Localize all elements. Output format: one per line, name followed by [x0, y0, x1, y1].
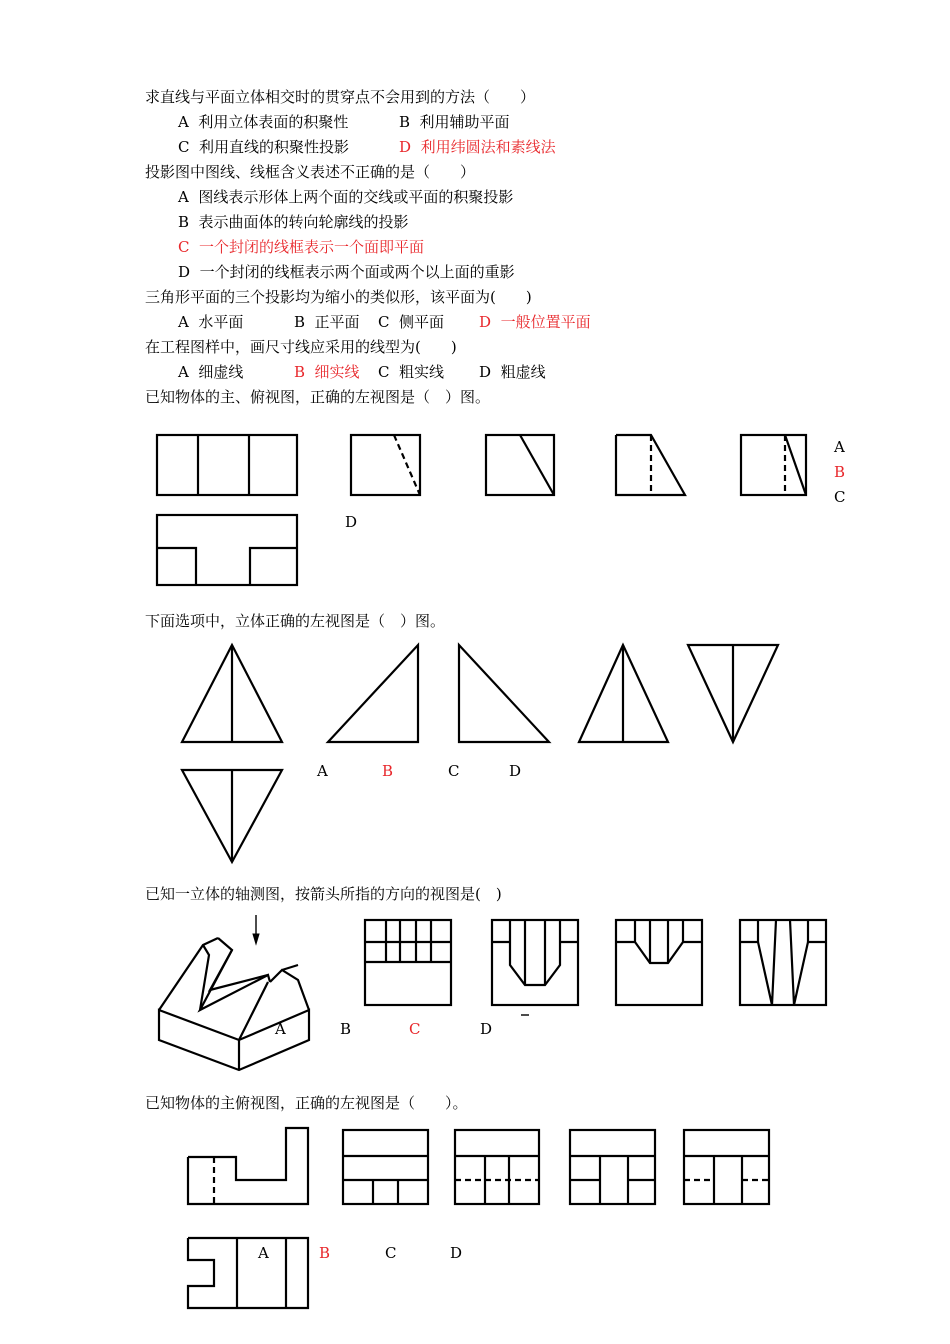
q7-label-b: B: [340, 1020, 352, 1038]
q2-option-c-answer: C 一个封闭的线框表示一个面即平面: [178, 238, 425, 256]
q2-option-a: A 图线表示形体上两个面的交线或平面的积聚投影: [178, 188, 514, 206]
q2-option-b: B 表示曲面体的转向轮廓线的投影: [178, 213, 409, 231]
q2-stem: 投影图中图线、线框含义表述不正确的是（ ）: [145, 163, 476, 181]
q4-option-c: C 粗实线: [378, 363, 445, 381]
q6-label-b-answer: B: [382, 762, 394, 780]
q7-label-a: A: [275, 1020, 286, 1038]
q2-option-d: D 一个封闭的线框表示两个面或两个以上面的重影: [178, 263, 515, 281]
q5-front-view: [157, 435, 297, 495]
q8-label-d: D: [450, 1244, 463, 1262]
q5-label-c: C: [834, 488, 846, 506]
q1-option-a: A 利用立体表面的积聚性: [178, 113, 349, 131]
q7-label-d: D: [480, 1020, 493, 1038]
q8-stem: 已知物体的主俯视图，正确的左视图是（ ）。: [145, 1094, 468, 1112]
q3-option-d-answer: D 一般位置平面: [479, 313, 591, 331]
q6-label-a: A: [317, 762, 328, 780]
q5-label-a: A: [834, 438, 845, 456]
q5-stem: 已知物体的主、俯视图，正确的左视图是（ ）图。: [145, 388, 491, 406]
q5-option-a-figure: [351, 435, 420, 495]
q6-stem: 下面选项中，立体正确的左视图是（ ）图。: [145, 612, 446, 630]
q4-option-b-answer: B 细实线: [294, 363, 360, 381]
q6-label-c: C: [448, 762, 460, 780]
q5-label-b-answer: B: [834, 463, 846, 481]
q5-option-b-figure: [486, 435, 554, 495]
q4-stem: 在工程图样中，画尺寸线应采用的线型为( ): [145, 338, 457, 356]
q5-top-view: [157, 515, 297, 585]
q7-label-c-answer: C: [409, 1020, 421, 1038]
q3-option-b: B 正平面: [294, 313, 360, 331]
q3-option-c: C 侧平面: [378, 313, 445, 331]
q4-option-d: D 粗虚线: [479, 363, 546, 381]
q8-label-a: A: [258, 1244, 269, 1262]
q8-label-c: C: [385, 1244, 397, 1262]
q6-label-d: D: [509, 762, 522, 780]
q3-stem: 三角形平面的三个投影均为缩小的类似形，该平面为( ): [145, 288, 532, 306]
q1-option-d-answer: D 利用纬圆法和素线法: [399, 138, 556, 156]
q1-option-c: C 利用直线的积聚性投影: [178, 138, 350, 156]
q3-option-a: A 水平面: [178, 313, 244, 331]
q4-option-a: A 细虚线: [178, 363, 244, 381]
q1-option-b: B 利用辅助平面: [399, 113, 510, 131]
q5-label-d: D: [345, 513, 358, 531]
q5-option-c-figure: [616, 435, 685, 495]
q8-label-b-answer: B: [319, 1244, 331, 1262]
q7-stem: 已知一立体的轴测图，按箭头所指的方向的视图是( ): [145, 885, 502, 903]
q1-stem: 求直线与平面立体相交时的贯穿点不会用到的方法（ ）: [145, 88, 536, 106]
q5-option-d-figure: [741, 435, 806, 495]
